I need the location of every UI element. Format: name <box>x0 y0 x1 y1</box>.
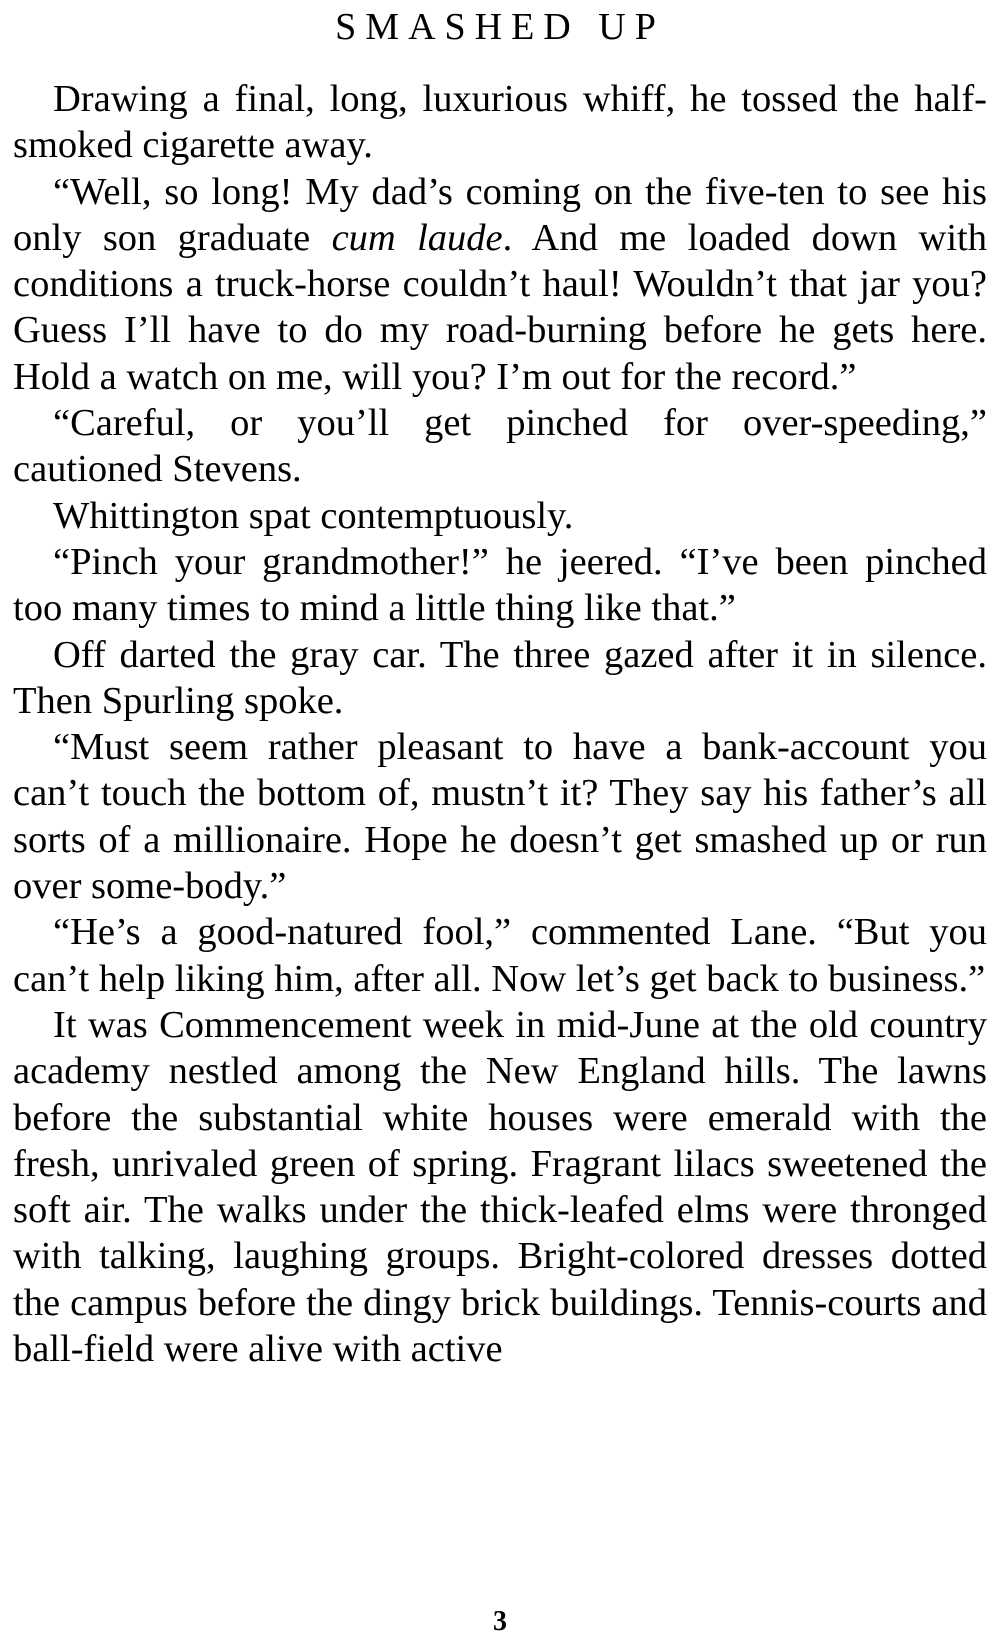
paragraph-text: “Careful, or you’ll get pinched for over-speeding,” cautioned Stevens. <box>13 402 987 491</box>
body-text <box>13 76 987 1372</box>
paragraph <box>13 169 987 400</box>
paragraph-text: It was Commencement week in mid-June at the old country academy nestled among the New England hills. The lawns before the substantial white houses were emerald with the fresh, unrivaled green of spring. Fragrant lilacs sweetened the soft air. The walks under the thick-leafed elms were thronged with talking, laughing groups. Bright-colored dresses dotted the campus before the dingy brick buildings. Tennis-courts and ball-field were alive with active <box>13 1003 987 1371</box>
paragraph <box>13 632 987 725</box>
paragraph-text: “Pinch your grandmother!” he jeered. “I’ve been pinched too many times to mind a little thing like that.” <box>13 540 987 630</box>
paragraph <box>13 724 987 909</box>
paragraph <box>13 493 987 539</box>
paragraph-text: . And me loaded down with conditions a truck-horse couldn’t haul! Wouldn’t that jar you? Guess I’ll have to do my road-burning before he gets here. Hold a watch on me, will you? I’m out for the record.” <box>13 216 987 398</box>
paragraph <box>13 400 987 493</box>
running-head: SMASHED UP <box>335 6 665 48</box>
paragraph-italic-text: cum laude <box>331 216 503 259</box>
paragraph-text: “Well, so long! My dad’s coming on the five-ten to see his only son graduate <box>13 170 987 259</box>
paragraph <box>13 1002 987 1372</box>
paragraph-text: “He’s a good-natured fool,” commented Lane. “But you can’t help liking him, after all. Now let’s get back to business.” <box>13 911 987 1000</box>
paragraph <box>13 539 987 632</box>
paragraph <box>13 909 987 1002</box>
paragraph-text: Whittington spat contemptuously. <box>53 494 574 537</box>
paragraph-text: “Must seem rather pleasant to have a bank-account you can’t touch the bottom of, mustn’t it? They say his father’s all sorts of a millionaire. Hope he doesn’t get smashed up or run over some-body.” <box>13 726 987 908</box>
paragraph-text: Drawing a final, long, luxurious whiff, he tossed the half-smoked cigarette away. <box>13 78 987 167</box>
paragraph-text: Off darted the gray car. The three gazed after it in silence. Then Spurling spoke. <box>13 633 987 722</box>
page-number: 3 <box>493 1606 507 1637</box>
paragraph <box>13 76 987 169</box>
